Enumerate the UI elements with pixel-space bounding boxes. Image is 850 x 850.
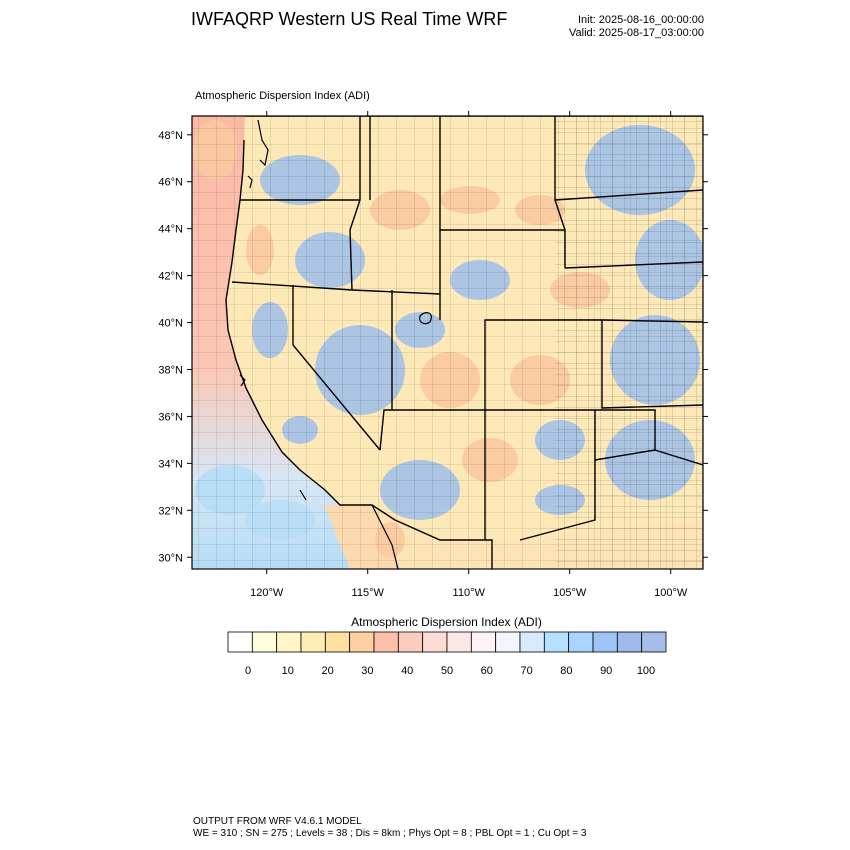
colorbar bbox=[228, 632, 666, 677]
colorbar-tick-label: 60 bbox=[480, 665, 493, 677]
colorbar-tick-label: 50 bbox=[440, 665, 454, 677]
lat-tick-label: 38°N bbox=[158, 364, 183, 377]
map-panel bbox=[192, 116, 705, 569]
colorbar-tick-label: 80 bbox=[560, 665, 573, 677]
colorbar-tick-label: 10 bbox=[281, 665, 294, 677]
lat-tick-label: 44°N bbox=[158, 223, 183, 236]
init-time: Init: 2025-08-16_00:00:00 bbox=[578, 14, 704, 26]
colorbar-tick-label: 0 bbox=[244, 665, 252, 677]
lat-tick-label: 46°N bbox=[158, 176, 183, 189]
colorbar-swatch bbox=[617, 632, 641, 652]
lat-tick-label: 34°N bbox=[158, 458, 183, 471]
colorbar-swatch bbox=[374, 632, 398, 652]
lon-tick-label: 105°W bbox=[553, 587, 587, 599]
colorbar-swatch bbox=[471, 632, 495, 652]
colorbar-swatch bbox=[520, 632, 544, 652]
lon-tick-label: 115°W bbox=[351, 587, 384, 599]
colorbar-title: Atmospheric Dispersion Index (ADI) bbox=[351, 615, 542, 629]
colorbar-swatch bbox=[569, 632, 593, 652]
colorbar-tick-label: 90 bbox=[600, 665, 613, 677]
colorbar-swatch bbox=[228, 632, 252, 652]
colorbar-swatch bbox=[642, 632, 666, 652]
lat-tick-label: 42°N bbox=[158, 270, 183, 283]
valid-time: Valid: 2025-08-17_03:00:00 bbox=[569, 27, 704, 39]
colorbar-tick-label: 100 bbox=[636, 665, 656, 677]
colorbar-tick-label: 40 bbox=[401, 665, 414, 677]
model-footer bbox=[193, 816, 586, 840]
colorbar-swatch bbox=[252, 632, 276, 652]
lon-tick-label: 110°W bbox=[452, 587, 485, 599]
footer-line-2: WE = 310 ; SN = 275 ; Levels = 38 ; Dis = 8km ; Phys Opt = 8 ; PBL Opt = 1 ; Cu Opt = 3 bbox=[193, 828, 587, 839]
footer-line-1: OUTPUT FROM WRF V4.6.1 MODEL bbox=[193, 816, 362, 827]
lat-tick-label: 40°N bbox=[158, 317, 183, 330]
colorbar-swatch bbox=[447, 632, 471, 652]
chart-title: IWFAQRP Western US Real Time WRF bbox=[191, 9, 508, 29]
colorbar-swatch bbox=[301, 632, 325, 652]
county-lines-east bbox=[555, 116, 703, 569]
lon-tick-label: 100°W bbox=[654, 587, 688, 599]
colorbar-swatch bbox=[277, 632, 301, 652]
colorbar-swatch bbox=[325, 632, 349, 652]
colorbar-swatch bbox=[593, 632, 617, 652]
colorbar-tick-label: 30 bbox=[361, 665, 374, 677]
colorbar-swatch bbox=[544, 632, 568, 652]
lat-tick-label: 32°N bbox=[158, 505, 183, 518]
colorbar-swatch bbox=[496, 632, 520, 652]
lat-tick-label: 48°N bbox=[158, 129, 183, 142]
colorbar-swatch bbox=[398, 632, 422, 652]
field-label: Atmospheric Dispersion Index (ADI) bbox=[195, 90, 370, 102]
colorbar-swatch bbox=[423, 632, 447, 652]
colorbar-tick-label: 70 bbox=[520, 665, 533, 677]
colorbar-tick-label: 20 bbox=[321, 665, 334, 677]
lat-tick-label: 36°N bbox=[158, 411, 183, 424]
lat-tick-label: 30°N bbox=[158, 552, 183, 565]
colorbar-swatch bbox=[350, 632, 374, 652]
lon-tick-label: 120°W bbox=[250, 587, 284, 599]
